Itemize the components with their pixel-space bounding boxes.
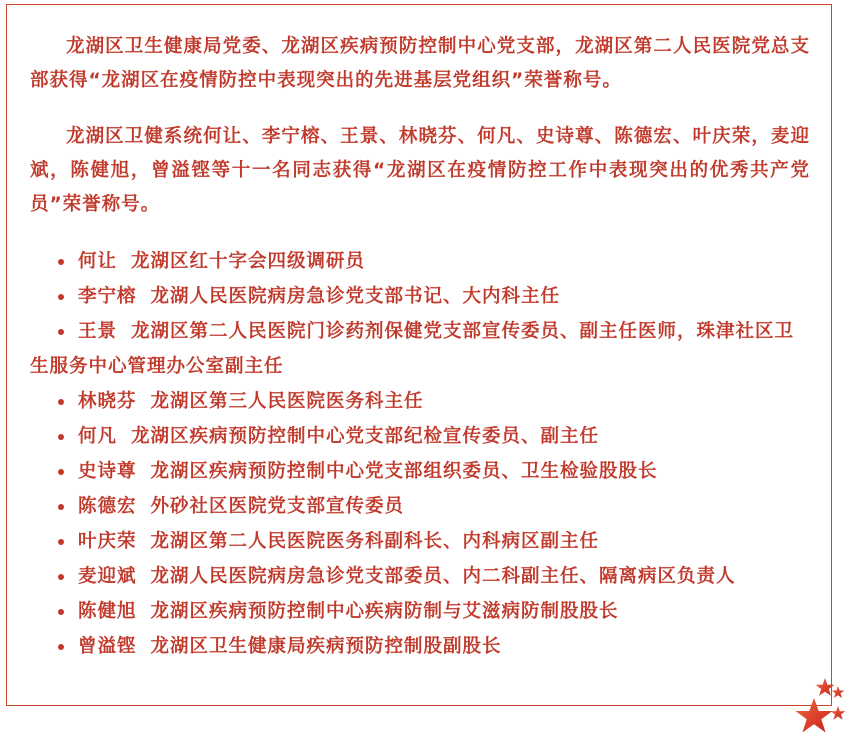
honoree-title: 龙湖区疾病预防控制中心党支部组织委员、卫生检验股股长 [150, 461, 658, 482]
honoree-title: 龙湖人民医院病房急诊党支部书记、大内科主任 [150, 286, 561, 307]
star-small-icon [832, 686, 845, 698]
list-item [30, 559, 810, 594]
honoree-title: 龙湖区第三人民医院医务科主任 [150, 391, 424, 412]
honoree-name: 林晓芬 [78, 391, 137, 412]
star-small-icon [831, 706, 846, 720]
honoree-name: 李宁榕 [78, 286, 137, 307]
list-item [30, 279, 810, 314]
honoree-name: 陈德宏 [78, 496, 137, 517]
list-item [30, 524, 810, 559]
bullet-icon [58, 504, 64, 510]
list-item [30, 629, 810, 664]
star-small-icon [816, 678, 835, 696]
honoree-name: 王景 [78, 321, 118, 342]
honoree-name: 何让 [78, 251, 118, 272]
honoree-title: 龙湖区第二人民医院医务科副科长、内科病区副主任 [150, 531, 600, 552]
list-item [30, 384, 810, 419]
paragraph-individuals: 龙湖区卫健系统何让、李宁榕、王景、林晓芬、何凡、史诗尊、陈德宏、叶庆荣，麦迎斌，陈健旭，曾溢铿等十一名同志获得“龙湖区在疫情防控工作中表现突出的优秀共产党员”荣誉称号。 [30, 126, 810, 215]
document-body [30, 30, 810, 664]
bullet-icon [58, 574, 64, 580]
bullet-icon [58, 539, 64, 545]
star-icon [790, 676, 848, 733]
honoree-name: 曾溢铿 [78, 636, 137, 657]
bullet-icon [58, 609, 64, 615]
bullet-icon [58, 399, 64, 405]
honoree-title: 龙湖人民医院病房急诊党支部委员、内二科副主任、隔离病区负责人 [150, 566, 736, 587]
honoree-title: 龙湖区红十字会四级调研员 [131, 251, 366, 272]
honoree-name: 陈健旭 [78, 601, 137, 622]
honoree-title: 龙湖区卫生健康局疾病预防控制股副股长 [150, 636, 502, 657]
honoree-name: 史诗尊 [78, 461, 137, 482]
list-item [30, 454, 810, 489]
bullet-icon [58, 434, 64, 440]
honoree-title: 龙湖区疾病预防控制中心党支部纪检宣传委员、副主任 [131, 426, 600, 447]
honoree-name: 叶庆荣 [78, 531, 137, 552]
list-item [30, 489, 810, 524]
bullet-icon [58, 259, 64, 265]
honoree-name: 麦迎斌 [78, 566, 137, 587]
honoree-list [30, 244, 810, 664]
list-item [30, 419, 810, 454]
honoree-name: 何凡 [78, 426, 118, 447]
bullet-icon [58, 329, 64, 335]
list-item [30, 244, 810, 279]
paragraph-organizations: 龙湖区卫生健康局党委、龙湖区疾病预防控制中心党支部，龙湖区第二人民医院党总支部获得“龙湖区在疫情防控中表现突出的先进基层党组织”荣誉称号。 [30, 36, 810, 91]
list-item [30, 594, 810, 629]
honoree-title: 龙湖区疾病预防控制中心疾病防制与艾滋病防制股股长 [150, 601, 619, 622]
honoree-title: 龙湖区第二人民医院门诊药剂保健党支部宣传委员、副主任医师，珠津社区卫生服务中心管理办公室副主任 [30, 321, 795, 377]
bullet-icon [58, 644, 64, 650]
star-large-icon [796, 698, 833, 733]
bullet-icon [58, 294, 64, 300]
honoree-title: 外砂社区医院党支部宣传委员 [150, 496, 405, 517]
bullet-icon [58, 469, 64, 475]
list-item [30, 314, 810, 384]
